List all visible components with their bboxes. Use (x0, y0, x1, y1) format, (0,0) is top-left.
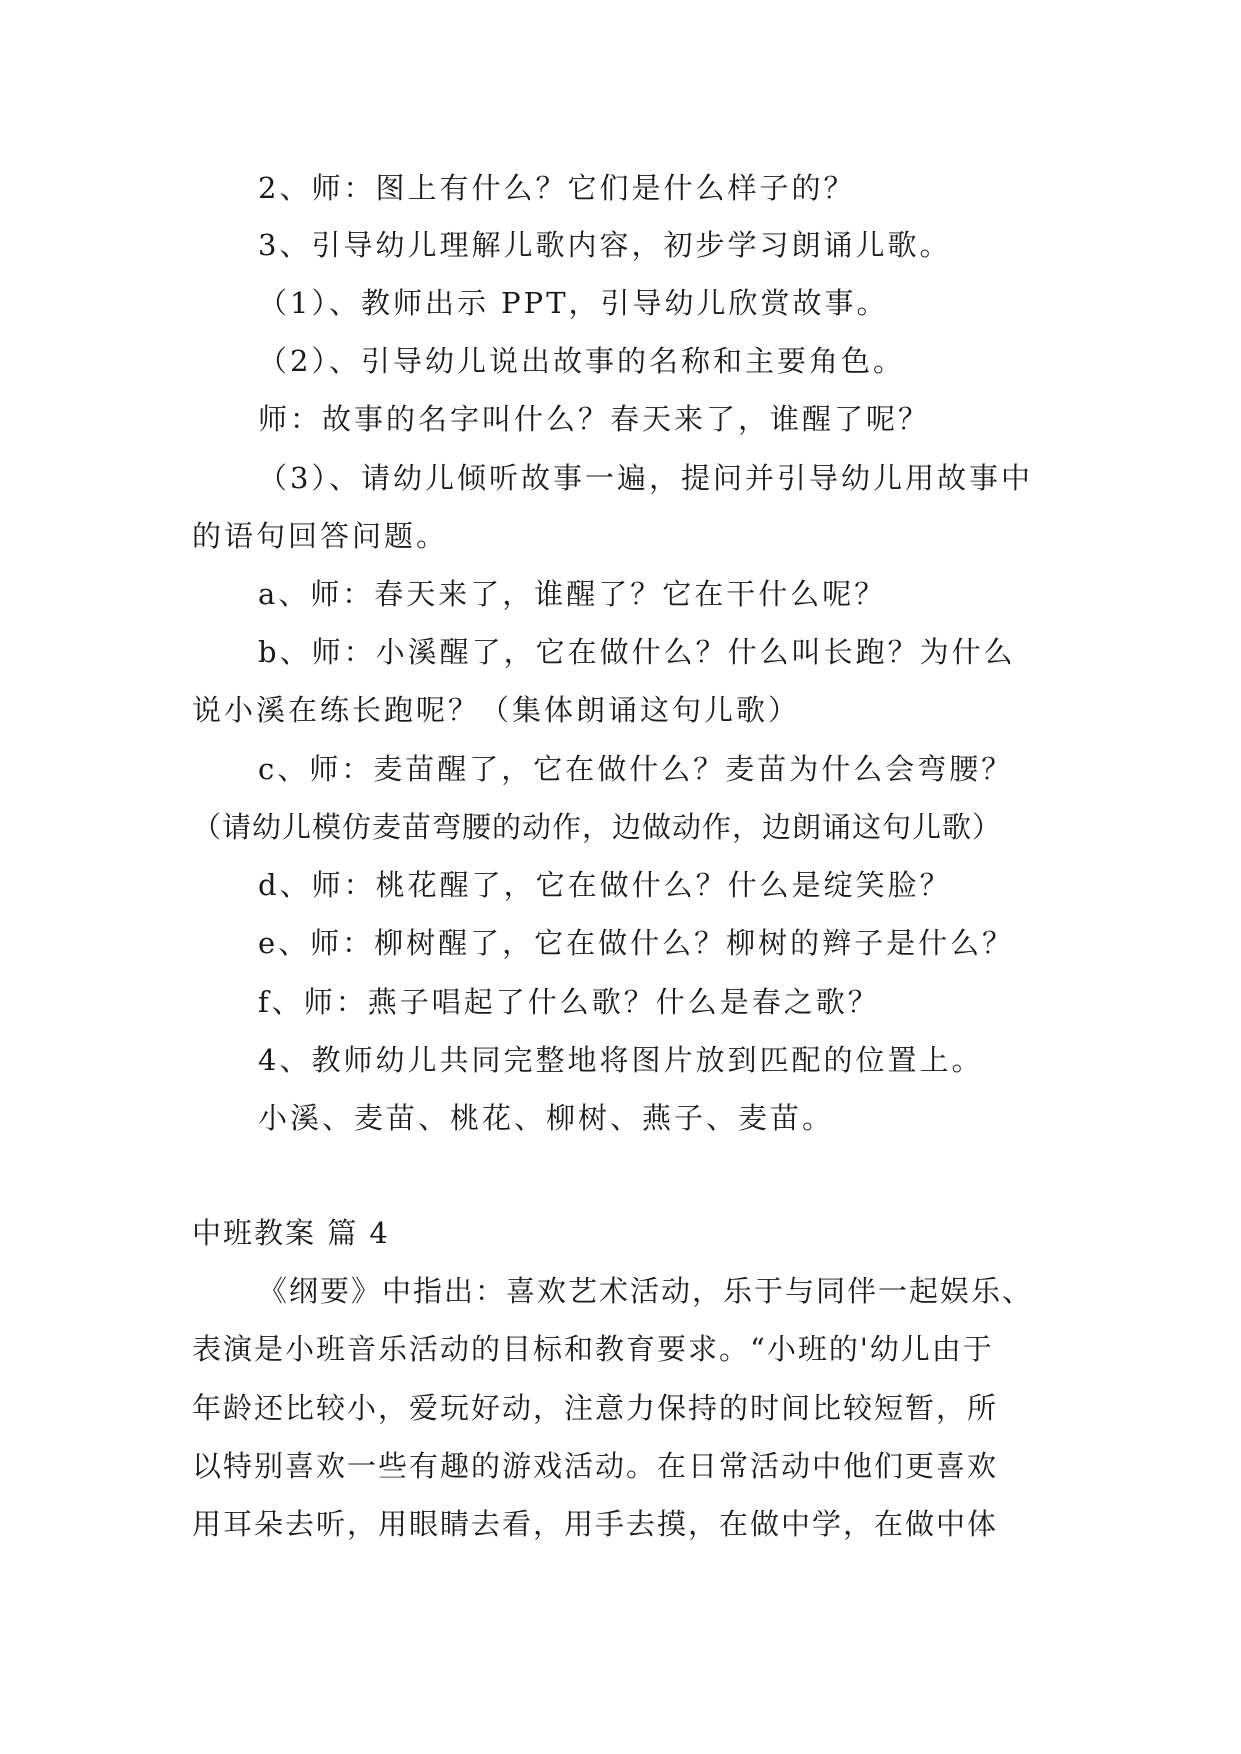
text-line: 3、引导幼儿理解儿歌内容，初步学习朗诵儿歌。 (258, 228, 952, 262)
text-line: （3）、请幼儿倾听故事一遍，提问并引导幼儿用故事中 (258, 461, 1033, 495)
text-line: （1）、教师出示 PPT，引导幼儿欣赏故事。 (258, 286, 889, 320)
text-line: 小溪、麦苗、桃花、柳树、燕子、麦苗。 (258, 1101, 835, 1135)
text-line: f、师：燕子唱起了什么歌？什么是春之歌？ (258, 985, 880, 1019)
paragraph-line: 《纲要》中指出：喜欢艺术活动，乐于与同伴一起娱乐、 (258, 1274, 1034, 1308)
text-line: b、师：小溪醒了，它在做什么？什么叫长跑？为什么 (258, 635, 1016, 669)
text-line: 师：故事的名字叫什么？春天来了，谁醒了呢？ (258, 402, 931, 436)
text-line: 2、师：图上有什么？它们是什么样子的？ (258, 171, 856, 205)
text-line: 4、教师幼儿共同完整地将图片放到匹配的位置上。 (258, 1043, 984, 1077)
text-line: 的语句回答问题。 (192, 519, 449, 553)
text-line: d、师：桃花醒了，它在做什么？什么是绽笑脸？ (258, 868, 952, 902)
paragraph-line: 表演是小班音乐活动的目标和教育要求。“小班的'幼儿由于 (192, 1332, 994, 1366)
text-line: （请幼儿模仿麦苗弯腰的动作，边做动作，边朗诵这句儿歌） (192, 810, 1003, 844)
text-line: a、师：春天来了，谁醒了？它在干什么呢？ (258, 577, 887, 611)
text-line: 说小溪在练长跑呢？（集体朗诵这句儿歌） (192, 693, 801, 727)
text-line: c、师：麦苗醒了，它在做什么？麦苗为什么会弯腰？ (258, 752, 1014, 786)
paragraph-line: 以特别喜欢一些有趣的游戏活动。在日常活动中他们更喜欢 (192, 1449, 999, 1483)
section-heading: 中班教案 篇 4 (192, 1216, 390, 1250)
text-line: （2）、引导幼儿说出故事的名称和主要角色。 (258, 344, 905, 378)
paragraph-line: 年龄还比较小，爱玩好动，注意力保持的时间比较短暂，所 (192, 1391, 999, 1425)
paragraph-line: 用耳朵去听，用眼睛去看，用手去摸，在做中学，在做中体 (192, 1507, 999, 1541)
text-line: e、师：柳树醒了，它在做什么？柳树的辫子是什么？ (258, 926, 1015, 960)
